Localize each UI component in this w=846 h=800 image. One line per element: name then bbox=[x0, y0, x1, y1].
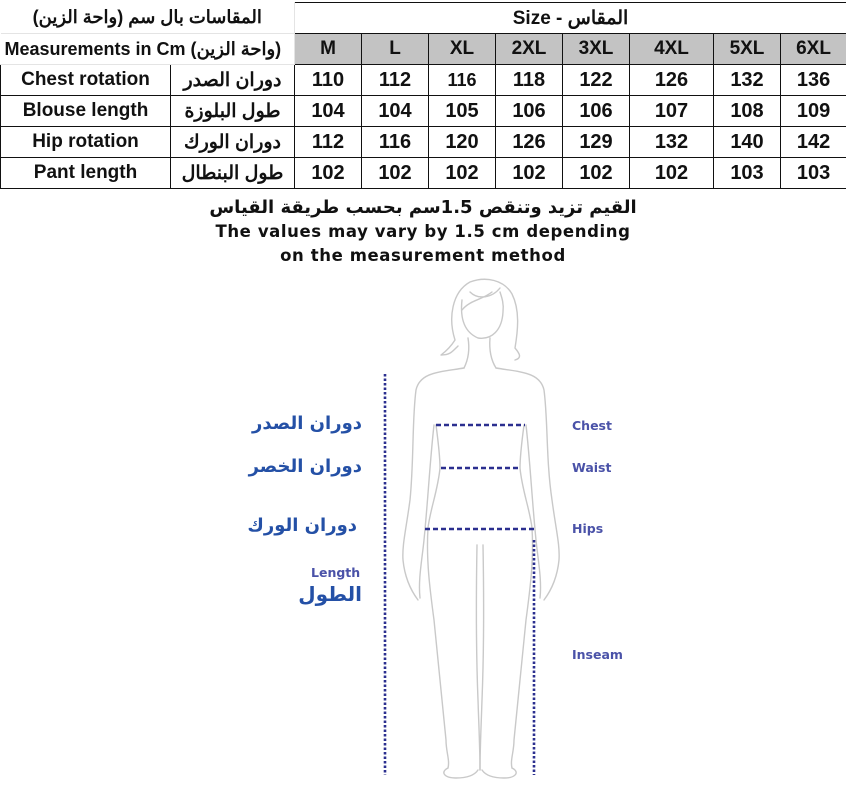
cell-value: 120 bbox=[429, 127, 496, 158]
cell-value: 112 bbox=[295, 127, 362, 158]
cell-value: 110 bbox=[295, 65, 362, 96]
measurement-note bbox=[0, 196, 846, 268]
table-row-pant bbox=[1, 158, 846, 189]
size-col-xl: XL bbox=[429, 34, 496, 65]
size-col-6xl: 6XL bbox=[781, 34, 846, 65]
note-english-line1: The values may vary by 1.5 cm depending bbox=[215, 222, 631, 241]
row-label-en: Hip rotation bbox=[1, 127, 171, 158]
table-row-chest bbox=[1, 65, 846, 96]
cell-value: 132 bbox=[630, 127, 714, 158]
cell-value: 105 bbox=[429, 96, 496, 127]
cell-value: 132 bbox=[714, 65, 781, 96]
cell-value: 104 bbox=[362, 96, 429, 127]
row-label-ar: دوران الصدر bbox=[171, 65, 295, 96]
cell-value: 140 bbox=[714, 127, 781, 158]
row-label-ar: طول البلوزة bbox=[171, 96, 295, 127]
cell-value: 108 bbox=[714, 96, 781, 127]
cell-value: 106 bbox=[563, 96, 630, 127]
table-row-hip bbox=[1, 127, 846, 158]
header-row-1 bbox=[1, 3, 846, 34]
cell-value: 126 bbox=[496, 127, 563, 158]
label-ar-hips: دوران الورك bbox=[247, 515, 357, 536]
label-en-hips: Hips bbox=[572, 521, 604, 536]
label-en-inseam: Inseam bbox=[572, 647, 623, 662]
cell-value: 122 bbox=[563, 65, 630, 96]
cell-value: 103 bbox=[781, 158, 846, 189]
header-row-2 bbox=[1, 34, 846, 65]
label-ar-waist: دوران الخصر bbox=[248, 456, 362, 477]
row-label-en: Chest rotation bbox=[1, 65, 171, 96]
size-chart-table bbox=[0, 2, 846, 189]
row-label-ar: دوران الورك bbox=[171, 127, 295, 158]
body-measurement-diagram bbox=[0, 270, 846, 800]
cell-value: 126 bbox=[630, 65, 714, 96]
table-title-arabic: المقاسات بال سم (واحة الزين) bbox=[1, 3, 295, 34]
cell-value: 118 bbox=[496, 65, 563, 96]
cell-value: 102 bbox=[429, 158, 496, 189]
note-arabic: القيم تزيد وتنقص 1.5سم بحسب طريقة القياس bbox=[209, 197, 637, 218]
row-label-en: Pant length bbox=[1, 158, 171, 189]
female-figure-outline-icon bbox=[0, 270, 846, 800]
cell-value: 116 bbox=[429, 65, 496, 96]
size-col-2xl: 2XL bbox=[496, 34, 563, 65]
size-header: Size - المقاس bbox=[295, 3, 846, 34]
label-en-chest: Chest bbox=[572, 418, 612, 433]
row-label-en: Blouse length bbox=[1, 96, 171, 127]
cell-value: 102 bbox=[295, 158, 362, 189]
row-label-ar: طول البنطال bbox=[171, 158, 295, 189]
label-en-length: Length bbox=[311, 565, 361, 580]
cell-value: 142 bbox=[781, 127, 846, 158]
cell-value: 102 bbox=[630, 158, 714, 189]
cell-value: 112 bbox=[362, 65, 429, 96]
cell-value: 102 bbox=[563, 158, 630, 189]
size-col-4xl: 4XL bbox=[630, 34, 714, 65]
label-en-waist: Waist bbox=[572, 460, 612, 475]
cell-value: 102 bbox=[362, 158, 429, 189]
table-row-blouse bbox=[1, 96, 846, 127]
cell-value: 116 bbox=[362, 127, 429, 158]
note-english-line2: on the measurement method bbox=[280, 246, 566, 265]
label-ar-chest: دوران الصدر bbox=[251, 413, 362, 434]
size-col-5xl: 5XL bbox=[714, 34, 781, 65]
cell-value: 103 bbox=[714, 158, 781, 189]
cell-value: 136 bbox=[781, 65, 846, 96]
cell-value: 109 bbox=[781, 96, 846, 127]
size-col-l: L bbox=[362, 34, 429, 65]
label-ar-length: الطول bbox=[298, 582, 362, 606]
size-col-m: M bbox=[295, 34, 362, 65]
cell-value: 107 bbox=[630, 96, 714, 127]
cell-value: 106 bbox=[496, 96, 563, 127]
cell-value: 102 bbox=[496, 158, 563, 189]
measurements-label: Measurements in Cm (واحة الزين) bbox=[1, 34, 295, 65]
cell-value: 104 bbox=[295, 96, 362, 127]
cell-value: 129 bbox=[563, 127, 630, 158]
size-col-3xl: 3XL bbox=[563, 34, 630, 65]
